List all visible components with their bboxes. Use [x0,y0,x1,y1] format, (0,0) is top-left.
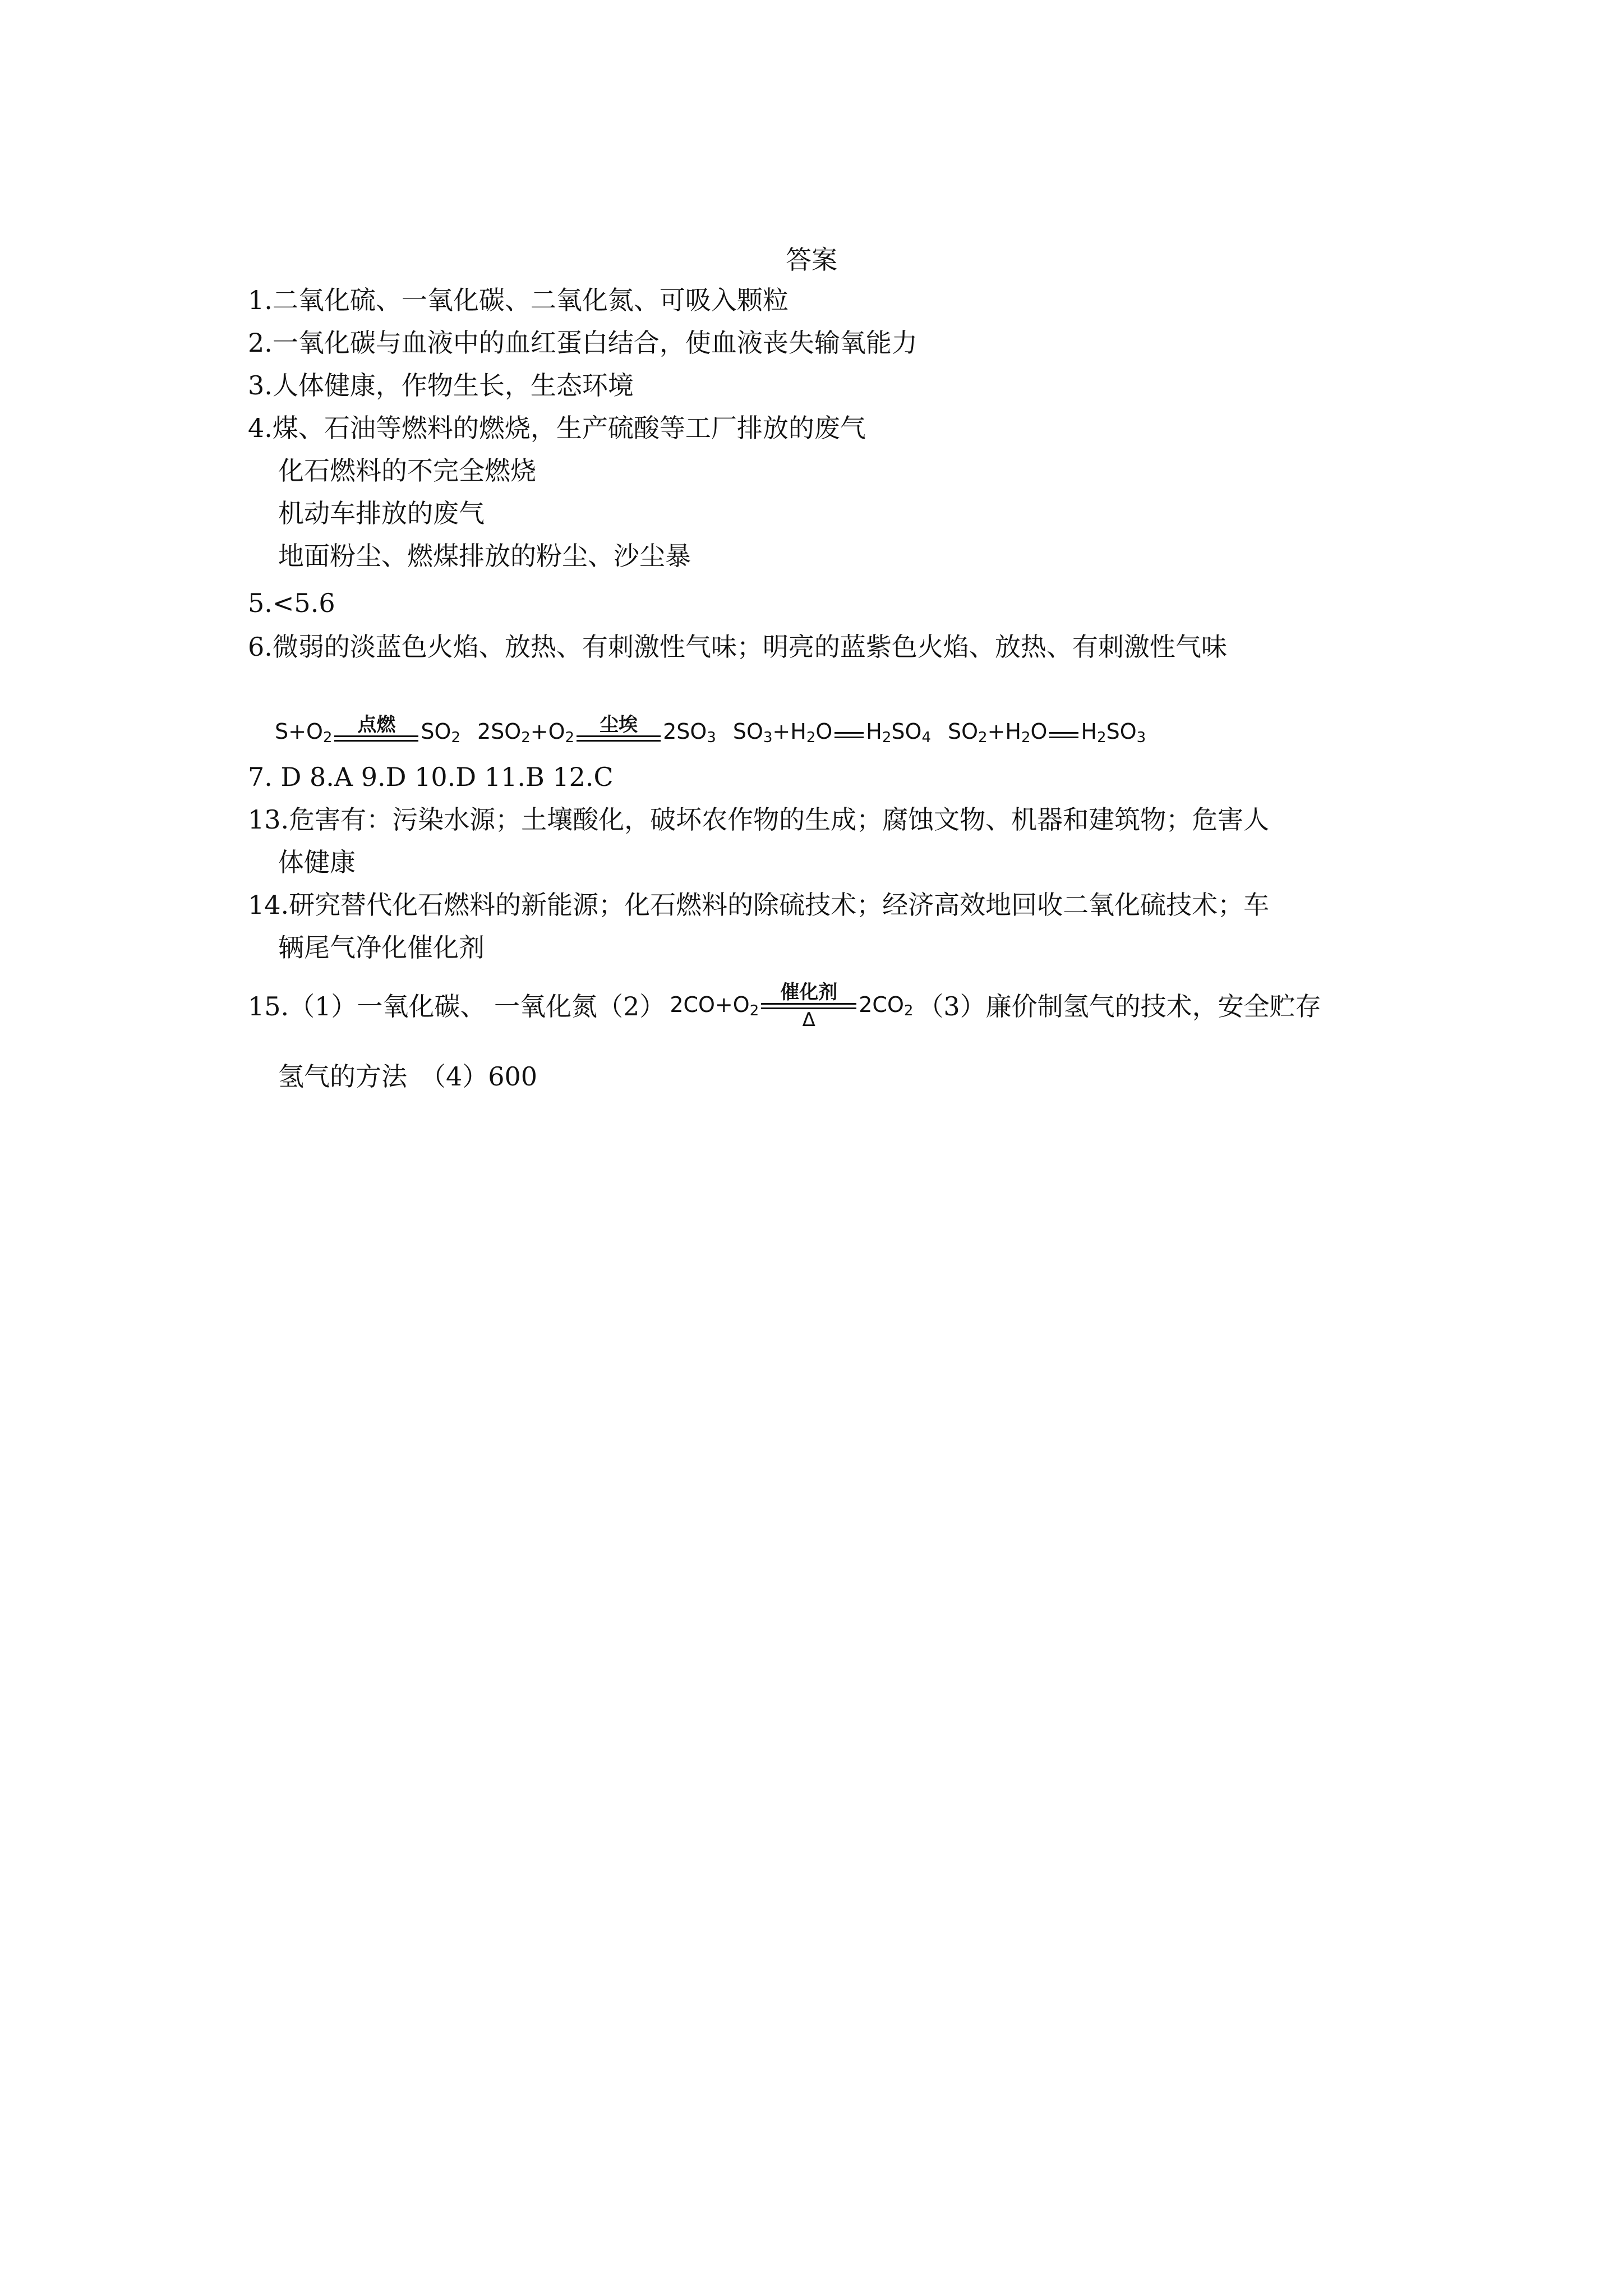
answers-7-12: 7. D 8.A 9.D 10.D 11.B 12.C [248,762,614,792]
answer-13: 13.危害有：污染水源；土壤酸化，破坏农作物的生成；腐蚀文物、机器和建筑物；危害人 [248,804,1270,835]
condition-catalyst: 催化剂 [780,981,838,1004]
equation-co-catalytic-oxidation: $2CO+O_2$ 催化剂 Δ $2CO_2$ [670,981,914,1031]
answer-3: 3.人体健康，作物生长，生态环境 [248,370,634,401]
answer-4-line-4: 地面粉尘、燃煤排放的粉尘、沙尘暴 [278,541,691,571]
condition-ignite: 点燃 [357,714,396,736]
answer-15-part-1: 15.（1）一氧化碳、 一氧化氮（2） [248,991,666,1022]
answer-15-part-3: （3）廉价制氢气的技术，安全贮存 [917,991,1321,1022]
equation-sulfur-combustion: $S+O_2$ 点燃 $SO_2$ [275,714,460,746]
answer-5: 5.<5.6 [248,588,335,618]
equation-so2-oxidation: $2SO_2+O_2$ 尘埃 $2SO_3$ [477,714,716,746]
answer-15-line-2: 氢气的方法 （4）600 [278,1061,538,1092]
answer-6: 6.微弱的淡蓝色火焰、放热、有刺激性气味；明亮的蓝紫色火焰、放热、有刺激性气味 [248,632,1227,662]
answer-14-line-2: 辆尾气净化催化剂 [278,932,485,963]
page-title: 答案 [786,245,837,275]
answer-14: 14.研究替代化石燃料的新能源；化石燃料的除硫技术；经济高效地回收二氧化硫技术；车 [248,890,1270,920]
answer-13-line-2: 体健康 [278,847,356,877]
equation-so3-water: $SO_3+H_2O$ $H_2SO_4$ [732,719,931,746]
answer-2: 2.一氧化碳与血液中的血红蛋白结合，使血液丧失输氧能力 [248,328,917,358]
equation-so2-water: $SO_2+H_2O$ $H_2SO_3$ [948,719,1146,746]
answer-4: 4.煤、石油等燃料的燃烧，生产硫酸等工厂排放的废气 [248,413,866,443]
answer-1: 1.二氧化硫、一氧化碳、二氧化氮、可吸入颗粒 [248,285,789,315]
condition-heat: Δ [802,1009,815,1031]
condition-dust: 尘埃 [600,714,638,736]
equations-row [275,696,1163,746]
answer-4-line-3: 机动车排放的废气 [278,498,485,528]
answer-4-line-2: 化石燃料的不完全燃烧 [278,455,536,486]
answer-15 [248,983,1321,1029]
